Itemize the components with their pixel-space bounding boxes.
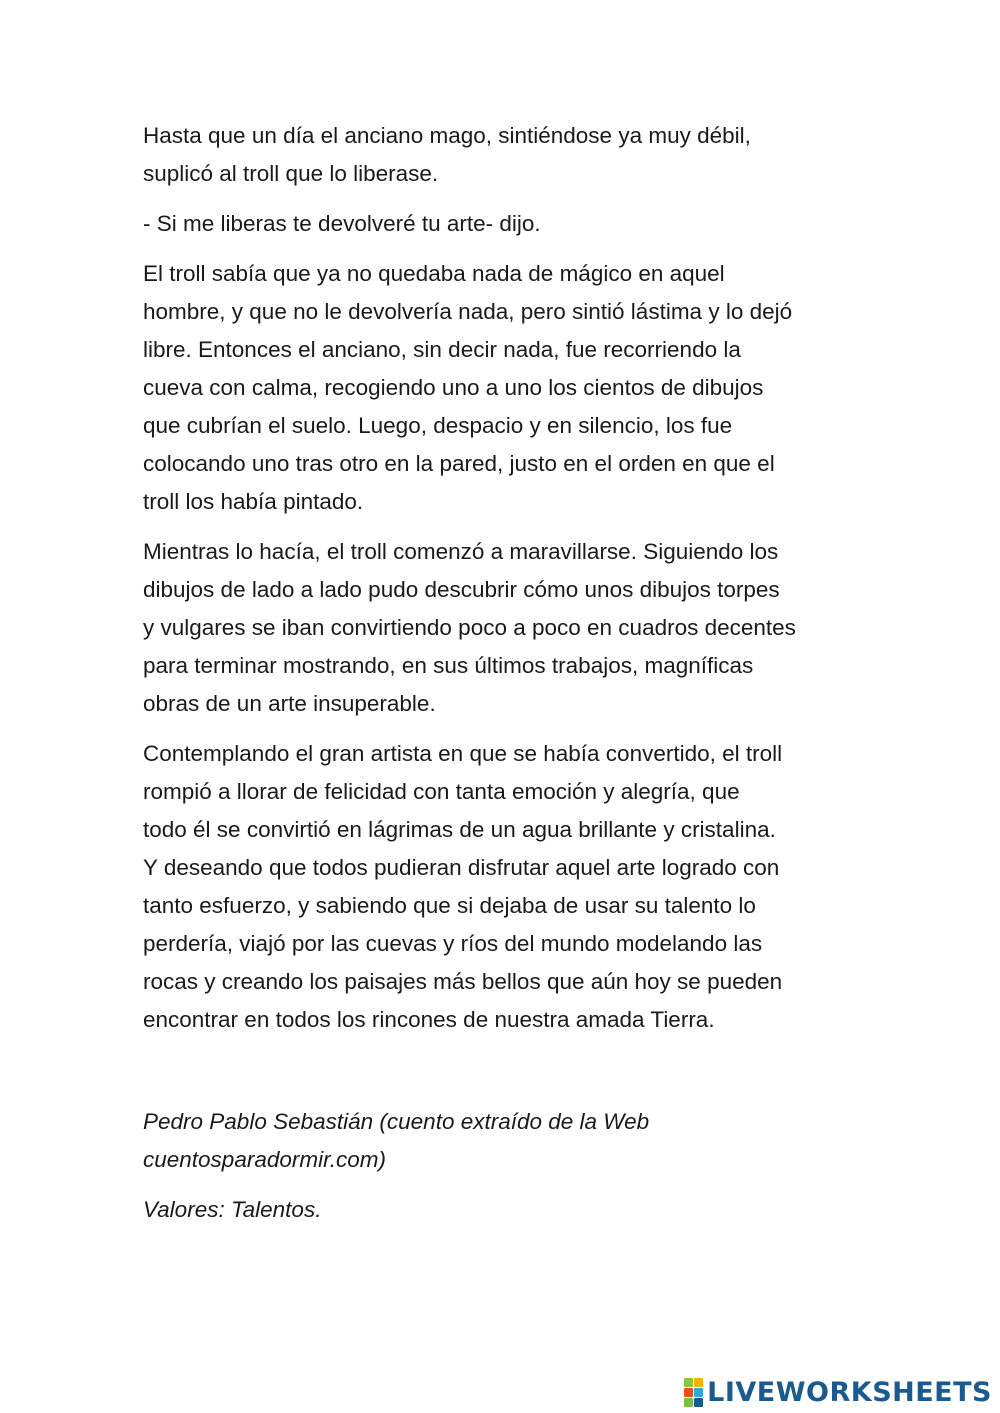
story-line: que cubrían el suelo. Luego, despacio y en silencio, los fue [143,413,733,438]
story-paragraph [143,205,863,243]
story-line: tanto esfuerzo, y sabiendo que si dejaba de usar su talento lo [143,893,756,918]
logo-square [694,1398,703,1407]
liveworksheets-wordmark: LIVEWORKSHEETS [707,1376,992,1408]
author-credit-line-2: cuentosparadormir.com) [143,1147,387,1172]
logo-square [684,1378,693,1387]
story-line: rocas y creando los paisajes más bellos que aún hoy se pueden [143,969,783,994]
story-line: troll los había pintado. [143,489,364,514]
story-line: El troll sabía que ya no quedaba nada de mágico en aquel [143,261,725,286]
credits-block [143,1103,863,1241]
story-paragraph [143,117,863,193]
logo-square [684,1388,693,1397]
story-line: suplicó al troll que lo liberase. [143,161,439,186]
story-line: hombre, y que no le devolvería nada, pero sintió lástima y lo dejó [143,299,793,324]
author-credit [143,1103,863,1179]
story-line: Hasta que un día el anciano mago, sintiéndose ya muy débil, [143,123,751,148]
values-line: Valores: Talentos. [143,1197,322,1222]
story-body [143,117,863,1051]
story-line: para terminar mostrando, en sus últimos trabajos, magníficas [143,653,754,678]
story-line: dibujos de lado a lado pudo descubrir cómo unos dibujos torpes [143,577,780,602]
liveworksheets-logo-icon [684,1378,703,1407]
story-line: cueva con calma, recogiendo uno a uno los cientos de dibujos [143,375,764,400]
story-line: encontrar en todos los rincones de nuestra amada Tierra. [143,1007,715,1032]
story-paragraph [143,735,863,1039]
story-line: - Si me liberas te devolveré tu arte- dijo. [143,211,541,236]
logo-square [694,1388,703,1397]
liveworksheets-watermark [684,1375,992,1409]
story-line: Mientras lo hacía, el troll comenzó a maravillarse. Siguiendo los [143,539,779,564]
story-line: obras de un arte insuperable. [143,691,436,716]
story-line: y vulgares se iban convirtiendo poco a poco en cuadros decentes [143,615,796,640]
logo-square [684,1398,693,1407]
story-line: rompió a llorar de felicidad con tanta emoción y alegría, que [143,779,740,804]
story-line: Y deseando que todos pudieran disfrutar aquel arte logrado con [143,855,780,880]
story-line: colocando uno tras otro en la pared, justo en el orden en que el [143,451,775,476]
author-credit-line-1: Pedro Pablo Sebastián (cuento extraído de la Web [143,1109,650,1134]
story-paragraph [143,533,863,723]
logo-square [694,1378,703,1387]
story-line: Contemplando el gran artista en que se había convertido, el troll [143,741,783,766]
story-line: libre. Entonces el anciano, sin decir nada, fue recorriendo la [143,337,741,362]
story-line: todo él se convirtió en lágrimas de un agua brillante y cristalina. [143,817,776,842]
story-line: perdería, viajó por las cuevas y ríos del mundo modelando las [143,931,763,956]
story-paragraph [143,255,863,521]
